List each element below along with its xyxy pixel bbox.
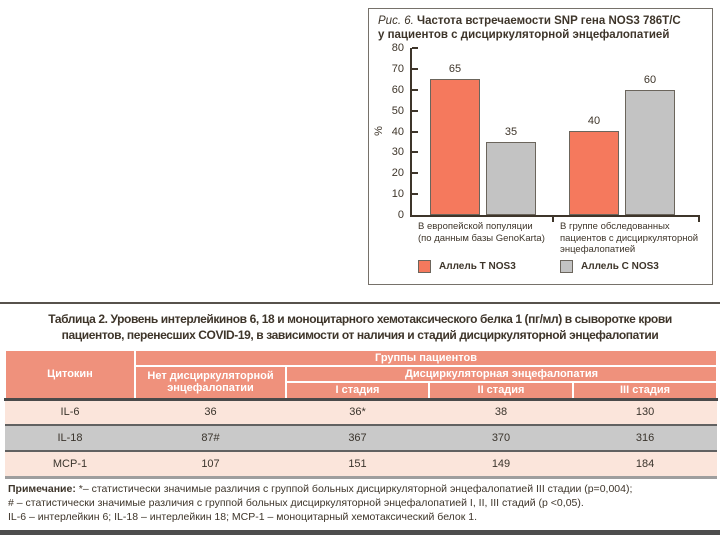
y-tick-label: 80	[391, 42, 404, 54]
table-title-line2: пациентов, перенесших COVID-19, в зависимости от наличия и стадий дисциркуляторной энцефалопатии	[61, 328, 659, 342]
cell-value: 107	[135, 451, 286, 477]
y-tick-label: 70	[391, 62, 404, 75]
figure-title-line1: Частота встречаемости SNP гена NOS3 786Т/С	[417, 15, 681, 27]
cell-value: 184	[573, 451, 717, 477]
cell-value: 370	[429, 425, 573, 451]
cytokine-name: IL-6	[5, 399, 135, 425]
x-axis-line	[410, 215, 700, 217]
y-tick-label: 60	[391, 83, 404, 96]
y-tick-label: 50	[391, 104, 404, 117]
bar-allele-t-cat2	[569, 131, 619, 215]
figure-title-line2: у пациентов с дисциркуляторной энцефалопатией	[378, 28, 670, 41]
footnote-line-2: # – статистически значимые различия с группой больных дисциркуляторной энцефалопатией I, II, III стадий (р <0,05).	[8, 497, 584, 509]
cytokine-table	[4, 349, 718, 479]
cell-value: 87#	[135, 425, 286, 451]
header-row-groups	[5, 350, 717, 366]
y-axis-line	[410, 48, 412, 217]
cell-value: 36*	[286, 399, 429, 425]
bar-allele-c-cat2	[625, 90, 675, 215]
table-title-line1: Таблица 2. Уровень интерлейкинов 6, 18 и моноцитарного хемотаксического белка 1 (пг/мл) в сыворотке крови	[48, 312, 672, 326]
cell-value: 149	[429, 451, 573, 477]
cell-value: 130	[573, 399, 717, 425]
legend-label: Аллель Т NOS3	[439, 261, 516, 272]
col-header-cytokine: Цитокин	[5, 350, 135, 399]
legend-swatch	[560, 260, 573, 273]
footnote-text-1: *– статистически значимые различия с группой больных дисциркуляторной энцефалопатией III стадии (р=0,004);	[78, 483, 633, 495]
y-tick-label: 40	[391, 125, 404, 138]
cytokine-name: IL-18	[5, 425, 135, 451]
col-header-de: Дисциркуляторная энцефалопатия	[286, 366, 717, 382]
col-header-stage-3: III стадия	[573, 382, 717, 399]
y-axis-title: %	[373, 125, 385, 136]
footnote-label: Примечание:	[8, 483, 76, 495]
figure-card	[368, 8, 713, 285]
x-category-label: В европейской популяции	[418, 221, 533, 232]
y-tick	[412, 151, 418, 153]
bottom-rule	[0, 530, 720, 535]
y-tick	[412, 47, 418, 49]
y-tick	[412, 89, 418, 91]
cell-value: 316	[573, 425, 717, 451]
bar-allele-t-cat1	[430, 79, 480, 215]
y-tick	[412, 131, 418, 133]
table-title	[0, 311, 720, 343]
y-tick	[412, 110, 418, 112]
legend-label: Аллель С NOS3	[581, 261, 659, 272]
footnote-line-3: IL-6 – интерлейкин 6; IL-18 – интерлейкин 18; MCP-1 – моноцитарный хемотаксический белок 1.	[8, 511, 478, 523]
bar-chart	[369, 9, 712, 284]
figure-number: Рис. 6.	[378, 15, 414, 27]
x-category-label: В группе обследованных	[560, 221, 670, 232]
cell-value: 36	[135, 399, 286, 425]
y-tick-label: 30	[391, 146, 404, 159]
y-tick	[412, 193, 418, 195]
legend-swatch	[418, 260, 431, 273]
y-tick-label: 0	[397, 209, 404, 221]
table-row-mcp1	[5, 451, 717, 477]
bar-value-label: 40	[587, 115, 601, 127]
bar-value-label: 35	[504, 126, 518, 138]
table-row-il6	[5, 399, 717, 425]
col-header-no-de: Нет дисциркуляторной энцефалопатии	[135, 366, 286, 399]
y-tick	[412, 172, 418, 174]
table-row-il18	[5, 425, 717, 451]
section-separator-line	[0, 302, 720, 304]
col-header-stage-1: I стадия	[286, 382, 429, 399]
bar-value-label: 65	[448, 63, 462, 75]
y-tick	[412, 68, 418, 70]
y-tick-label: 20	[391, 167, 404, 180]
x-category-label: (по данным базы GenoKarta)	[418, 232, 545, 244]
col-header-stage-2: II стадия	[429, 382, 573, 399]
x-category-label: энцефалопатией	[560, 244, 636, 255]
footnote	[8, 482, 714, 524]
footnote-line-1	[8, 482, 714, 496]
bar-value-label: 60	[643, 74, 657, 86]
y-tick-label: 10	[391, 188, 404, 201]
col-header-patient-groups: Группы пациентов	[135, 350, 717, 366]
x-category-label: пациентов с дисциркуляторной	[560, 232, 699, 244]
bar-allele-c-cat1	[486, 142, 536, 215]
cytokine-name: MCP-1	[5, 451, 135, 477]
cell-value: 38	[429, 399, 573, 425]
cell-value: 151	[286, 451, 429, 477]
cell-value: 367	[286, 425, 429, 451]
